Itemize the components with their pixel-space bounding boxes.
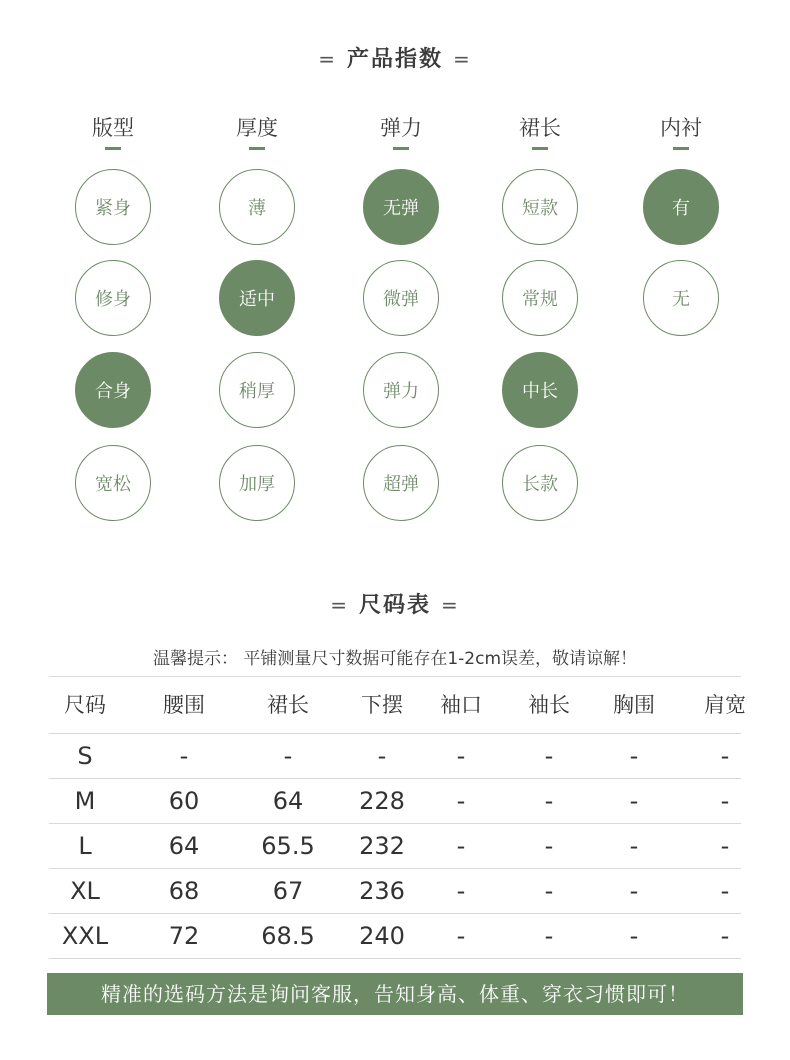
size-table-cell: - bbox=[544, 922, 554, 950]
index-option-selected: 有 bbox=[643, 169, 719, 245]
index-option: 加厚 bbox=[219, 445, 295, 521]
size-table-cell: 240 bbox=[359, 922, 405, 950]
size-table-cell: - bbox=[456, 922, 466, 950]
index-option-selected: 适中 bbox=[219, 260, 295, 336]
product-index-title bbox=[0, 42, 790, 73]
size-table-cell: - bbox=[456, 877, 466, 905]
size-table-cell: - bbox=[720, 787, 730, 815]
size-table-row bbox=[49, 868, 741, 913]
index-column-underline bbox=[393, 147, 409, 150]
size-table-cell: 68.5 bbox=[261, 922, 315, 950]
size-table-cell: 65.5 bbox=[261, 832, 315, 860]
index-option: 宽松 bbox=[75, 445, 151, 521]
index-column-underline bbox=[105, 147, 121, 150]
title-equals-right: = bbox=[441, 593, 460, 617]
size-table-cell: XL bbox=[70, 877, 100, 905]
size-chart-title-text: 尺码表 bbox=[358, 593, 431, 618]
size-table-bottom-divider bbox=[49, 958, 741, 959]
index-column-label: 版型 bbox=[92, 116, 134, 140]
index-option: 稍厚 bbox=[219, 352, 295, 428]
index-option: 微弹 bbox=[363, 260, 439, 336]
size-table-header-cell: 肩宽 bbox=[704, 693, 746, 717]
size-table-cell: 67 bbox=[272, 877, 304, 905]
size-table-cell: - bbox=[456, 742, 466, 770]
size-table-cell: S bbox=[77, 742, 93, 770]
size-table-cell: 64 bbox=[272, 787, 304, 815]
size-table-cell: - bbox=[283, 742, 293, 770]
size-table-header-cell: 袖长 bbox=[528, 693, 570, 717]
size-table-cell: - bbox=[720, 832, 730, 860]
size-chart-title bbox=[0, 588, 790, 619]
footer-advice-banner: 精准的选码方法是询问客服，告知身高、体重、穿衣习惯即可！ bbox=[47, 973, 743, 1015]
size-table-cell: - bbox=[456, 832, 466, 860]
size-table-row bbox=[49, 823, 741, 868]
size-table-row bbox=[49, 733, 741, 778]
size-table-row bbox=[49, 778, 741, 823]
size-table-cell: 72 bbox=[168, 922, 200, 950]
size-table-cell: - bbox=[720, 877, 730, 905]
size-table-cell: - bbox=[179, 742, 189, 770]
size-table-cell: 236 bbox=[359, 877, 405, 905]
size-table-cell: - bbox=[629, 832, 639, 860]
size-table-cell: - bbox=[720, 742, 730, 770]
size-table-cell: M bbox=[74, 787, 96, 815]
index-column-underline bbox=[249, 147, 265, 150]
size-table-cell: - bbox=[544, 877, 554, 905]
size-table-cell: 228 bbox=[359, 787, 405, 815]
title-equals-right: = bbox=[453, 47, 472, 71]
index-column-label: 内衬 bbox=[660, 116, 702, 140]
index-option: 修身 bbox=[75, 260, 151, 336]
index-option: 常规 bbox=[502, 260, 578, 336]
index-column-label: 裙长 bbox=[519, 116, 561, 140]
index-option: 薄 bbox=[219, 169, 295, 245]
index-column-label: 弹力 bbox=[380, 116, 422, 140]
title-equals-left: = bbox=[318, 47, 337, 71]
index-option-selected: 合身 bbox=[75, 352, 151, 428]
index-option-selected: 无弹 bbox=[363, 169, 439, 245]
size-table-cell: - bbox=[544, 832, 554, 860]
product-index-title-text: 产品指数 bbox=[346, 47, 443, 72]
size-table-cell: - bbox=[629, 922, 639, 950]
size-table-cell: XXL bbox=[61, 922, 109, 950]
size-table-cell: 60 bbox=[168, 787, 200, 815]
index-option: 无 bbox=[643, 260, 719, 336]
index-column-underline bbox=[673, 147, 689, 150]
size-table-header-cell: 胸围 bbox=[613, 693, 655, 717]
index-column-label: 厚度 bbox=[236, 116, 278, 140]
size-table-header-row bbox=[49, 676, 746, 733]
size-table-header-cell: 尺码 bbox=[64, 693, 106, 717]
title-equals-left: = bbox=[330, 593, 349, 617]
size-table-header-cell: 腰围 bbox=[163, 693, 205, 717]
index-option: 紧身 bbox=[75, 169, 151, 245]
size-table-header-cell: 裙长 bbox=[267, 693, 309, 717]
size-table-cell: 68 bbox=[168, 877, 200, 905]
index-option: 超弹 bbox=[363, 445, 439, 521]
size-table-cell: 64 bbox=[168, 832, 200, 860]
size-table-cell: L bbox=[78, 832, 92, 860]
measurement-tip: 温馨提示： 平铺测量尺寸数据可能存在1-2cm误差，敬请谅解！ bbox=[152, 649, 638, 669]
size-table-cell: - bbox=[629, 877, 639, 905]
index-option: 长款 bbox=[502, 445, 578, 521]
size-table-cell: - bbox=[377, 742, 387, 770]
index-column-underline bbox=[532, 147, 548, 150]
size-table-cell: - bbox=[456, 787, 466, 815]
size-table-cell: 232 bbox=[359, 832, 405, 860]
size-table-cell: - bbox=[629, 787, 639, 815]
index-option: 弹力 bbox=[363, 352, 439, 428]
size-table-row bbox=[49, 913, 741, 958]
index-option: 短款 bbox=[502, 169, 578, 245]
index-option-selected: 中长 bbox=[502, 352, 578, 428]
size-table-cell: - bbox=[629, 742, 639, 770]
size-table-cell: - bbox=[544, 787, 554, 815]
size-table-header-cell: 袖口 bbox=[440, 693, 482, 717]
size-table-cell: - bbox=[544, 742, 554, 770]
size-table-cell: - bbox=[720, 922, 730, 950]
size-table-header-cell: 下摆 bbox=[361, 693, 403, 717]
